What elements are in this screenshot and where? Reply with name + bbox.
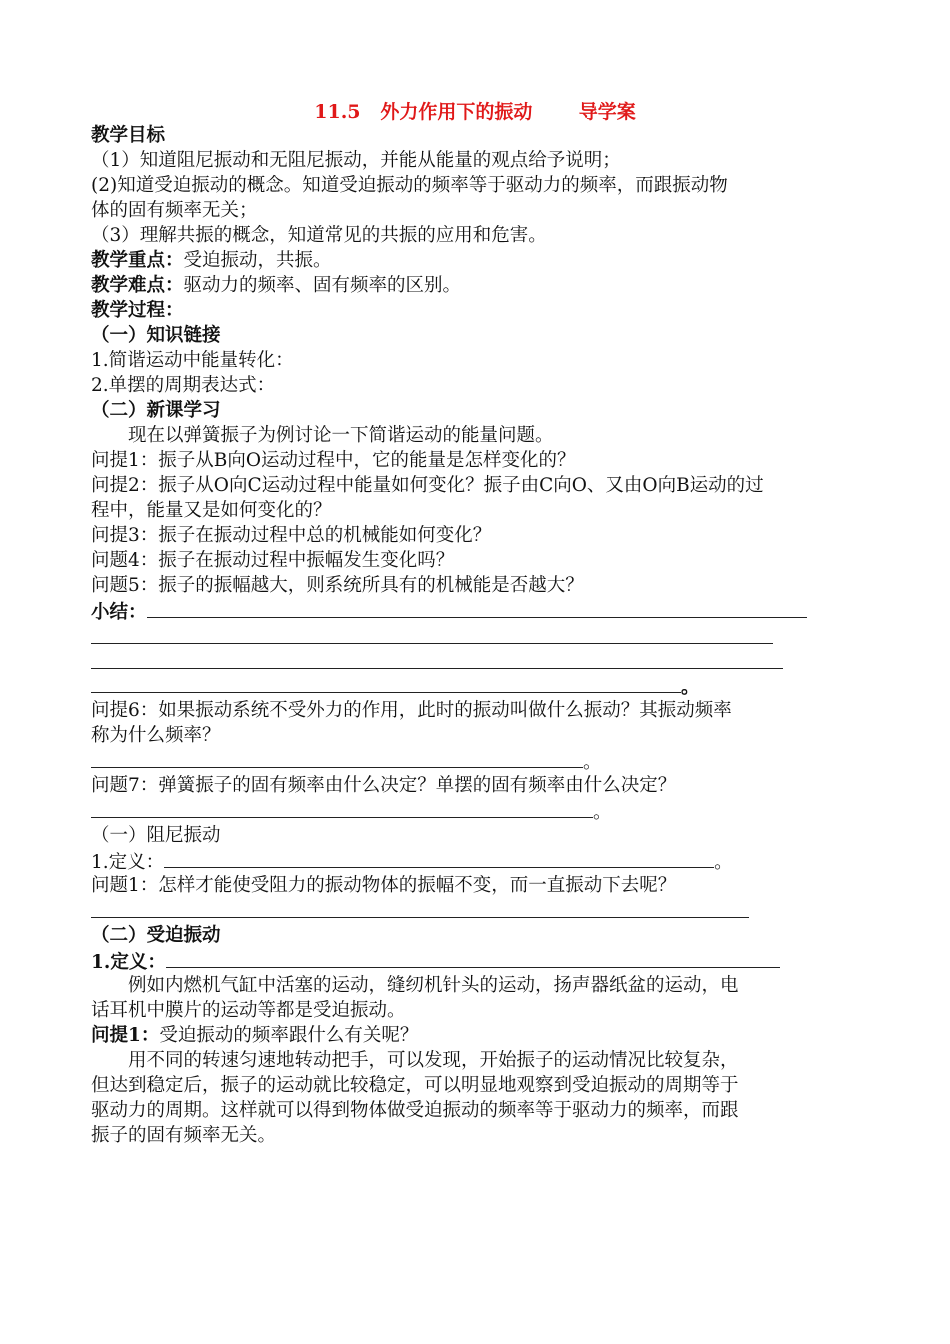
focus-line [91, 249, 332, 273]
objective-1: （1）知道阻尼振动和无阻尼振动，并能从能量的观点给予说明； [91, 150, 621, 171]
focus-label: 教学重点： [91, 250, 184, 271]
question-7-blank[interactable] [91, 799, 593, 818]
difficulty-line [91, 274, 461, 298]
summary-blank-4[interactable] [91, 674, 681, 693]
damped-heading: （一）阻尼振动 [91, 825, 221, 846]
damped-question-1: 问题1：怎样才能使受阻力的振动物体的振幅不变，而一直振动下去呢？ [91, 875, 677, 896]
question-6-line1: 问提6：如果振动系统不受外力的作用，此时的振动叫做什么振动？其振动频率 [91, 700, 732, 721]
difficulty-label: 教学难点： [91, 275, 184, 296]
forced-para-line3: 驱动力的周期。这样就可以得到物体做受迫振动的频率等于驱动力的频率，而跟 [91, 1100, 739, 1121]
question-6-answer [91, 749, 602, 773]
section1-item1: 1.简谐运动中能量转化： [91, 350, 294, 371]
summary-line [91, 599, 807, 623]
forced-example-line2: 话耳机中膜片的运动等都是受迫振动。 [91, 1000, 406, 1021]
section2-intro: 现在以弹簧振子为例讨论一下简谐运动的能量问题。 [128, 425, 554, 446]
forced-para-line1: 用不同的转速匀速地转动把手，可以发现，开始振子的运动情况比较复杂， [128, 1050, 739, 1071]
objectives-heading: 教学目标 [91, 125, 166, 146]
question-7-answer [91, 799, 612, 823]
lesson-tag: 导学案 [578, 101, 636, 123]
forced-para-line4: 振子的固有频率无关。 [91, 1125, 277, 1146]
question-4: 问题4：振子在振动过程中振幅发生变化吗？ [91, 550, 455, 571]
summary-label: 小结： [91, 602, 147, 623]
summary-end: 。 [681, 677, 700, 698]
objective-3: （3）理解共振的概念，知道常见的共振的应用和危害。 [91, 225, 547, 246]
forced-definition [91, 949, 780, 973]
damped-def-label: 1.定义： [91, 852, 165, 873]
question-6-end: 。 [583, 752, 602, 773]
summary-blank-1[interactable] [147, 599, 807, 618]
forced-heading: （二）受迫振动 [91, 925, 221, 946]
question-7: 问题7：弹簧振子的固有频率由什么决定？单摆的固有频率由什么决定？ [91, 775, 677, 796]
summary-last-line [91, 674, 700, 698]
question-5: 问题5：振子的振幅越大，则系统所具有的机械能是否越大？ [91, 575, 584, 596]
question-2-line2: 程中，能量又是如何变化的？ [91, 500, 332, 521]
damped-def-end: 。 [714, 852, 733, 873]
section1-heading: （一）知识链接 [91, 325, 221, 346]
section2-heading: （二）新课学习 [91, 400, 221, 421]
page-title [0, 100, 950, 124]
lesson-name: 外力作用下的振动 [380, 101, 533, 123]
summary-blank-2[interactable] [91, 643, 773, 644]
forced-def-blank[interactable] [166, 949, 780, 968]
damped-def-blank[interactable] [164, 849, 714, 868]
summary-blank-3[interactable] [91, 668, 783, 669]
damped-definition [91, 849, 733, 873]
difficulty-text: 驱动力的频率、固有频率的区别。 [183, 275, 462, 296]
objective-2-line1: (2)知道受迫振动的概念。知道受迫振动的频率等于驱动力的频率，而跟振动物 [91, 175, 728, 196]
question-6-line2: 称为什么频率？ [91, 725, 221, 746]
lesson-number: 11.5 [314, 101, 361, 123]
forced-def-label: 1.定义： [91, 952, 166, 973]
forced-example-line1: 例如内燃机气缸中活塞的运动，缝纫机针头的运动，扬声器纸盆的运动，电 [128, 975, 739, 996]
forced-q1-label: 问提1： [91, 1025, 160, 1046]
objective-2-line2: 体的固有频率无关； [91, 200, 258, 221]
question-6-blank[interactable] [91, 749, 583, 768]
forced-q1-text: 受迫振动的频率跟什么有关呢？ [159, 1025, 419, 1046]
forced-para-line2: 但达到稳定后，振子的运动就比较稳定，可以明显地观察到受迫振动的周期等于 [91, 1075, 739, 1096]
process-heading: 教学过程： [91, 300, 184, 321]
question-7-end: 。 [593, 802, 612, 823]
question-1: 问提1：振子从B向O运动过程中，它的能量是怎样变化的？ [91, 450, 576, 471]
question-3: 问提3：振子在振动过程中总的机械能如何变化？ [91, 525, 492, 546]
focus-text: 受迫振动，共振。 [183, 250, 332, 271]
forced-question-1 [91, 1024, 418, 1048]
section1-item2: 2.单摆的周期表达式： [91, 375, 276, 396]
question-2-line1: 问提2：振子从O向C运动过程中能量如何变化？振子由C向O、又由O向B运动的过 [91, 475, 764, 496]
damped-answer-blank[interactable] [91, 917, 749, 918]
